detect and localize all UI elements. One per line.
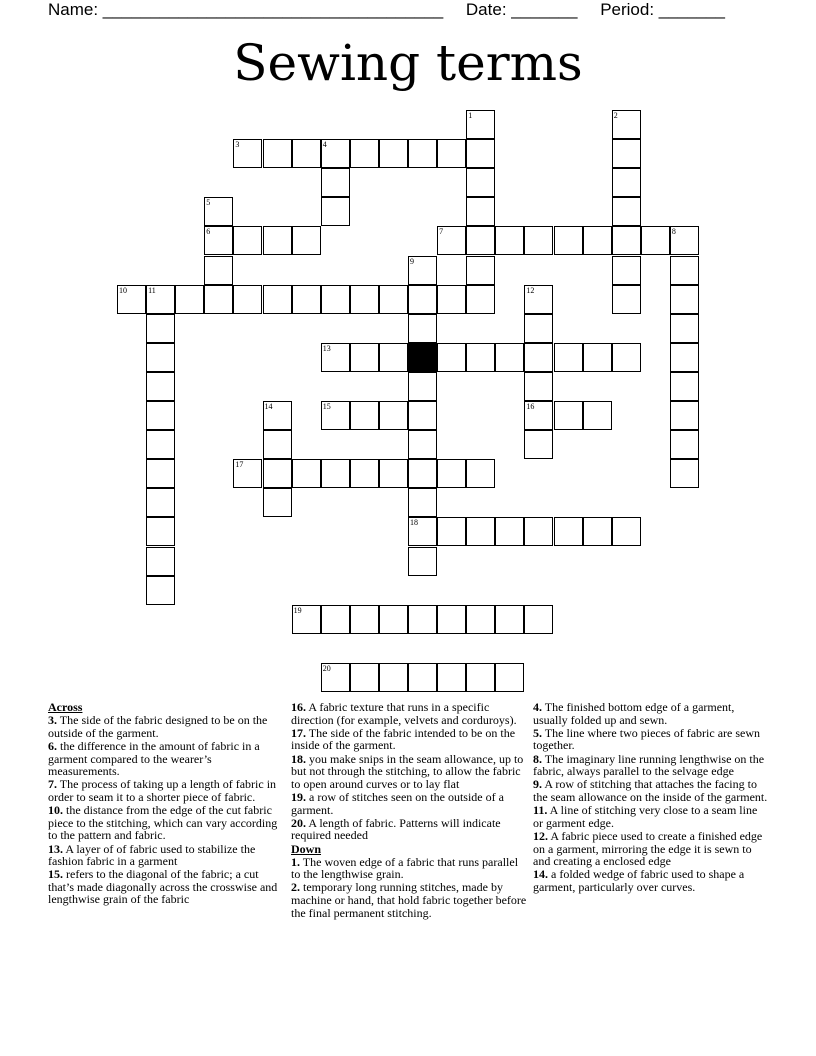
crossword-cell[interactable] <box>670 285 699 314</box>
clue-number: 4 <box>322 140 327 150</box>
clue-number: 9 <box>410 256 414 266</box>
crossword-cell[interactable] <box>670 343 699 372</box>
clue-number: 2 <box>613 111 618 120</box>
clue-item-number: 1. <box>291 854 300 869</box>
clue-item-text: The side of the fabric designed to be on the outside of the garment. <box>48 713 268 740</box>
crossword-cell[interactable] <box>495 605 524 634</box>
clue-item-number: 9. <box>533 777 542 792</box>
crossword-cell[interactable] <box>263 488 292 517</box>
crossword-cell[interactable] <box>524 372 553 401</box>
clue-item-text: The woven edge of a fabric that runs parallel to the lengthwise grain. <box>291 854 519 882</box>
crossword-cell[interactable] <box>408 256 437 285</box>
clue-item <box>291 727 527 752</box>
clue-item-text: the difference in the amount of fabric in a garment compared to the wearer’s measurements. <box>48 738 260 779</box>
clue-item <box>48 868 284 906</box>
crossword-cell[interactable] <box>437 226 466 255</box>
crossword-cell[interactable] <box>554 517 583 546</box>
crossword-cell[interactable] <box>524 343 553 372</box>
clue-section-heading: Down <box>291 841 322 856</box>
clue-number: 6 <box>206 227 211 237</box>
clue-item <box>533 753 769 778</box>
crossword-cell[interactable] <box>350 663 379 692</box>
crossword-cell[interactable] <box>408 285 437 314</box>
crossword-cell[interactable] <box>554 401 583 430</box>
crossword-cell[interactable] <box>670 226 699 255</box>
crossword-cell[interactable] <box>466 663 495 692</box>
clue-item-number: 14. <box>533 867 548 882</box>
clue-item <box>48 740 284 778</box>
crossword-cell[interactable] <box>263 430 292 459</box>
clue-number: 10 <box>119 285 127 295</box>
crossword-cell[interactable] <box>612 343 641 372</box>
clue-item-number: 18. <box>291 751 306 766</box>
crossword-cell[interactable] <box>437 605 466 634</box>
crossword-cell[interactable] <box>466 256 495 285</box>
crossword-cell[interactable] <box>146 547 175 576</box>
clue-item <box>533 830 769 868</box>
clue-item-number: 8. <box>533 751 542 766</box>
crossword-cell[interactable] <box>292 605 321 634</box>
crossword-cell[interactable] <box>466 343 495 372</box>
crossword-cell[interactable] <box>437 285 466 314</box>
clue-item-number: 12. <box>533 828 548 843</box>
crossword-cell[interactable] <box>408 547 437 576</box>
period-field[interactable]: Period: _______ <box>600 0 725 19</box>
crossword-cell[interactable] <box>263 139 292 168</box>
crossword-cell[interactable] <box>292 459 321 488</box>
crossword-cell[interactable] <box>524 401 553 430</box>
crossword-cell[interactable] <box>408 488 437 517</box>
clue-item-text: a folded wedge of fabric used to shape a garment, particularly over curves. <box>533 867 745 894</box>
crossword-cell[interactable] <box>554 226 583 255</box>
crossword-cell[interactable] <box>233 139 262 168</box>
crossword-cell[interactable] <box>612 256 641 285</box>
crossword-cell[interactable] <box>495 343 524 372</box>
crossword-cell[interactable] <box>524 314 553 343</box>
clue-item <box>291 856 527 881</box>
clue-item-number: 15. <box>48 867 63 882</box>
clue-number: 17 <box>235 460 244 470</box>
crossword-cell[interactable] <box>408 139 437 168</box>
clue-item-text: A fabric piece used to create a finished edge on a garment, mirroring the edge it is sewn to and creating a enclosed edge <box>533 828 763 869</box>
crossword-cell[interactable] <box>146 488 175 517</box>
clue-item <box>48 843 284 868</box>
clue-item-text: refers to the diagonal of the fabric; a cut that’s made diagonally across the crosswise and lengthwise grain of the fabric <box>48 867 278 907</box>
crossword-cell[interactable] <box>524 605 553 634</box>
clue-number: 14 <box>264 402 273 411</box>
crossword-cell[interactable] <box>321 285 350 314</box>
clue-item <box>291 791 527 816</box>
clue-item-text: you make snips in the seam allowance, up to but not through the stitching, to allow the fabric to open around curves or to lay flat <box>291 751 524 791</box>
page-title: Sewing terms <box>233 34 583 92</box>
crossword-cell[interactable] <box>321 663 350 692</box>
crossword-cell[interactable] <box>146 285 175 314</box>
crossword-cell[interactable] <box>408 459 437 488</box>
crossword-cell[interactable] <box>233 226 262 255</box>
crossword-cell[interactable] <box>146 459 175 488</box>
blocked-cell <box>408 343 437 372</box>
crossword-cell[interactable] <box>350 343 379 372</box>
crossword-cell[interactable] <box>524 226 553 255</box>
crossword-cell[interactable] <box>146 430 175 459</box>
clue-item-text: The finished bottom edge of a garment, usually folded up and sewn. <box>533 700 735 727</box>
crossword-cell[interactable] <box>466 605 495 634</box>
clue-item-number: 10. <box>48 803 63 818</box>
crossword-cell[interactable] <box>524 285 553 314</box>
crossword-cell[interactable] <box>641 226 670 255</box>
clues-column-1 <box>48 701 284 907</box>
clue-item-text: A fabric texture that runs in a specific direction (for example, velvets and corduroys). <box>291 700 517 727</box>
clues-column-2 <box>291 701 527 920</box>
clue-section-heading: Across <box>48 700 83 714</box>
crossword-cell[interactable] <box>408 401 437 430</box>
clue-number: 5 <box>206 198 211 208</box>
clue-item-number: 5. <box>533 725 542 740</box>
crossword-cell[interactable] <box>670 401 699 430</box>
crossword-cell[interactable] <box>437 343 466 372</box>
crossword-cell[interactable] <box>233 459 262 488</box>
crossword-cell[interactable] <box>554 343 583 372</box>
clue-number: 19 <box>293 605 302 615</box>
clue-number: 11 <box>148 285 156 295</box>
clue-number: 12 <box>526 285 535 295</box>
crossword-cell[interactable] <box>379 459 408 488</box>
crossword-cell[interactable] <box>146 576 175 605</box>
clue-number: 1 <box>468 111 473 120</box>
name-field[interactable]: Name: ____________________________________ <box>48 0 444 19</box>
crossword-cell[interactable] <box>146 314 175 343</box>
crossword-cell[interactable] <box>670 372 699 401</box>
crossword-cell[interactable] <box>408 517 437 546</box>
crossword-cell[interactable] <box>583 343 612 372</box>
crossword-cell[interactable] <box>321 605 350 634</box>
crossword-cell[interactable] <box>146 372 175 401</box>
crossword-cell[interactable] <box>204 226 233 255</box>
clue-item <box>291 701 527 726</box>
clue-item-number: 7. <box>48 777 57 792</box>
crossword-cell[interactable] <box>321 168 350 197</box>
clue-item-number: 11. <box>533 803 548 818</box>
clue-number: 7 <box>439 227 444 237</box>
crossword-cell[interactable] <box>466 285 495 314</box>
crossword-cell[interactable] <box>321 459 350 488</box>
clue-item-text: The imaginary line running lengthwise on the fabric, always parallel to the selvage edge <box>533 751 765 779</box>
crossword-cell[interactable] <box>263 285 292 314</box>
crossword-cell[interactable] <box>437 517 466 546</box>
crossword-cell[interactable] <box>466 168 495 197</box>
crossword-cell[interactable] <box>583 226 612 255</box>
crossword-cell[interactable] <box>466 110 495 139</box>
clue-item-text: the distance from the edge of the cut fabric piece to the stitching, which can vary according to the pattern and fabric. <box>48 803 278 843</box>
crossword-cell[interactable] <box>612 226 641 255</box>
crossword-cell[interactable] <box>495 663 524 692</box>
clue-item-text: The process of taking up a length of fabric in order to seam it to a shorter piece of fabric. <box>48 777 277 804</box>
crossword-cell[interactable] <box>263 226 292 255</box>
crossword-cell[interactable] <box>146 401 175 430</box>
clue-item <box>533 778 769 803</box>
crossword-cell[interactable] <box>350 285 379 314</box>
crossword-cell[interactable] <box>437 663 466 692</box>
crossword-cell[interactable] <box>263 459 292 488</box>
crossword-cell[interactable] <box>350 139 379 168</box>
crossword-cell[interactable] <box>146 517 175 546</box>
crossword-cell[interactable] <box>612 285 641 314</box>
clue-item-text: A row of stitching that attaches the facing to the seam allowance on the inside of the garment. <box>533 777 768 804</box>
crossword-cell[interactable] <box>379 605 408 634</box>
clue-item-text: a row of stitches seen on the outside of a garment. <box>291 789 504 817</box>
crossword-cell[interactable] <box>612 139 641 168</box>
crossword-cell[interactable] <box>379 401 408 430</box>
date-field[interactable]: Date: _______ <box>465 0 578 19</box>
clue-number: 20 <box>322 663 331 673</box>
crossword-cell[interactable] <box>466 517 495 546</box>
clue-item-text: A length of fabric. Patterns will indicate required needed <box>291 815 501 843</box>
crossword-cell[interactable] <box>117 285 146 314</box>
crossword-cell[interactable] <box>292 139 321 168</box>
crossword-cell[interactable] <box>612 197 641 226</box>
crossword-cell[interactable] <box>524 430 553 459</box>
crossword-cell[interactable] <box>612 517 641 546</box>
crossword-cell[interactable] <box>408 372 437 401</box>
clue-number: 3 <box>235 140 240 150</box>
crossword-cell[interactable] <box>583 517 612 546</box>
clue-item-text: temporary long running stitches, made by machine or hand, that hold fabric together before the final permanent stitching. <box>291 880 527 920</box>
crossword-cell[interactable] <box>466 139 495 168</box>
clue-item-number: 17. <box>291 725 306 740</box>
clue-number: 15 <box>322 402 331 411</box>
crossword-cell[interactable] <box>379 285 408 314</box>
crossword-cell[interactable] <box>437 139 466 168</box>
clue-item <box>533 701 769 726</box>
clue-item <box>533 727 769 752</box>
crossword-cell[interactable] <box>233 285 262 314</box>
clue-number: 18 <box>410 518 418 528</box>
clue-item <box>291 817 527 842</box>
clue-number: 8 <box>671 227 676 237</box>
clue-number: 13 <box>322 343 331 353</box>
crossword-cell[interactable] <box>204 285 233 314</box>
crossword-cell[interactable] <box>670 459 699 488</box>
clue-item <box>48 778 284 803</box>
crossword-cell[interactable] <box>670 314 699 343</box>
crossword-cell[interactable] <box>321 343 350 372</box>
crossword-cell[interactable] <box>379 663 408 692</box>
crossword-cell[interactable] <box>437 459 466 488</box>
crossword-cell[interactable] <box>408 430 437 459</box>
crossword-cell[interactable] <box>204 256 233 285</box>
clue-item <box>48 804 284 842</box>
clue-item-number: 4. <box>533 700 542 714</box>
crossword-cell[interactable] <box>670 256 699 285</box>
crossword-cell[interactable] <box>495 226 524 255</box>
crossword-cell[interactable] <box>379 139 408 168</box>
clue-item-number: 19. <box>291 789 306 804</box>
clue-item-text: A line of stitching very close to a seam line or garment edge. <box>533 803 758 830</box>
crossword-cell[interactable] <box>466 226 495 255</box>
crossword-cell[interactable] <box>204 197 233 226</box>
crossword-cell[interactable] <box>408 314 437 343</box>
crossword-cell[interactable] <box>321 139 350 168</box>
crossword-cell[interactable] <box>379 343 408 372</box>
crossword-cell[interactable] <box>350 459 379 488</box>
crossword-cell[interactable] <box>292 226 321 255</box>
clue-item-number: 20. <box>291 815 306 830</box>
clue-item-number: 2. <box>291 880 300 895</box>
clue-item-number: 6. <box>48 738 57 753</box>
clue-item-text: The side of the fabric intended to be on the inside of the garment. <box>291 725 516 753</box>
crossword-cell[interactable] <box>350 605 379 634</box>
crossword-cell[interactable] <box>612 110 641 139</box>
crossword-cell[interactable] <box>583 401 612 430</box>
clue-item <box>291 881 527 919</box>
crossword-cell[interactable] <box>321 401 350 430</box>
clue-item-number: 16. <box>291 700 306 714</box>
crossword-cell[interactable] <box>612 168 641 197</box>
crossword-cell[interactable] <box>495 517 524 546</box>
crossword-cell[interactable] <box>670 430 699 459</box>
clue-item <box>533 868 769 893</box>
crossword-cell[interactable] <box>524 517 553 546</box>
crossword-cell[interactable] <box>408 663 437 692</box>
clue-number: 16 <box>526 402 535 411</box>
clue-item-text: A layer of of fabric used to stabilize the fashion fabric in a garment <box>48 841 256 869</box>
clue-item-text: The line where two pieces of fabric are sewn together. <box>533 725 761 753</box>
clues-column-3 <box>533 701 769 894</box>
clue-item-number: 13. <box>48 841 63 856</box>
clue-item <box>533 804 769 829</box>
crossword-cell[interactable] <box>408 605 437 634</box>
crossword-cell[interactable] <box>350 401 379 430</box>
crossword-cell[interactable] <box>466 459 495 488</box>
crossword-cell[interactable] <box>321 197 350 226</box>
clue-item <box>291 753 527 791</box>
crossword-cell[interactable] <box>146 343 175 372</box>
crossword-cell[interactable] <box>466 197 495 226</box>
clue-item <box>48 714 284 739</box>
crossword-cell[interactable] <box>175 285 204 314</box>
clue-item-number: 3. <box>48 713 57 728</box>
crossword-cell[interactable] <box>263 401 292 430</box>
crossword-cell[interactable] <box>292 285 321 314</box>
